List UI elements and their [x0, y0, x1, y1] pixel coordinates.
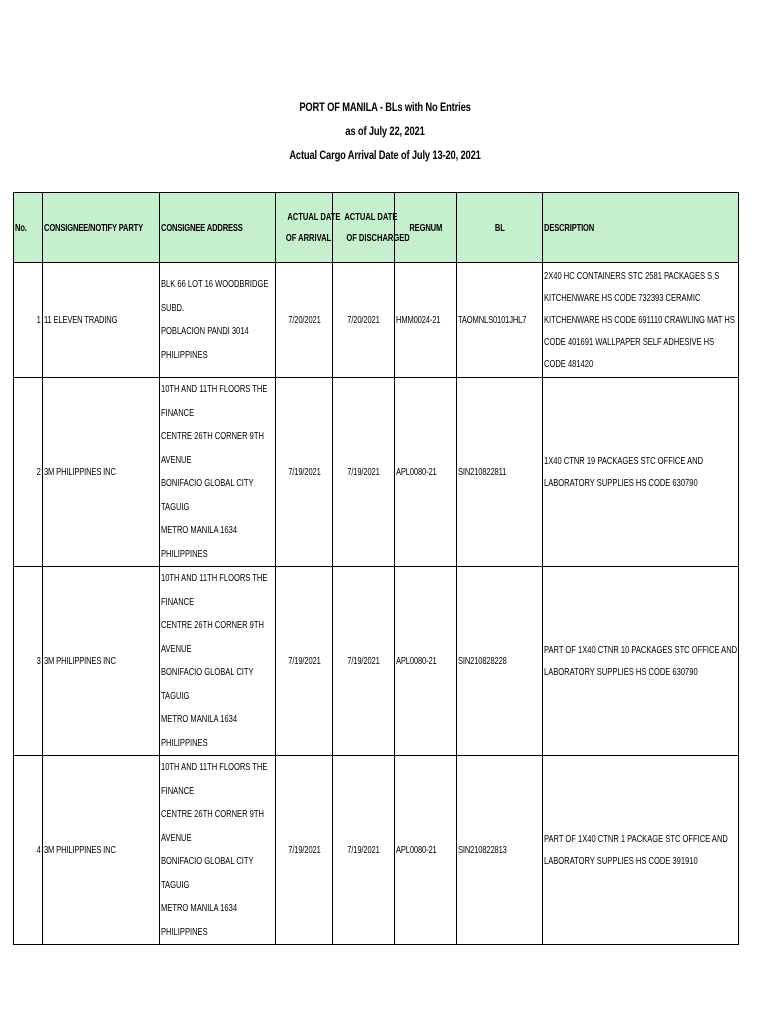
row-bl: SIN210822811	[457, 378, 543, 567]
row-description: PART OF 1X40 CTNR 1 PACKAGE STC OFFICE AND LABORATORY SUPPLIES HS CODE 391910	[543, 756, 739, 945]
row-arrival-date: 7/19/2021	[276, 378, 333, 567]
header-regnum: REGNUM	[395, 193, 457, 263]
row-address: 10TH AND 11TH FLOORS THE FINANCE CENTRE 26TH CORNER 9TH AVENUE BONIFACIO GLOBAL CITY TAGUIG METRO MANILA 1634 PHILIPPINES	[160, 378, 276, 567]
row-discharged-date: 7/19/2021	[333, 567, 395, 756]
header-description: DESCRIPTION	[543, 193, 739, 263]
header-no: No.	[14, 193, 43, 263]
row-consignee: 3M PHILIPPINES INC	[43, 567, 160, 756]
row-arrival-date: 7/19/2021	[276, 756, 333, 945]
row-no: 2	[14, 378, 43, 567]
table-header-row	[14, 193, 739, 263]
row-consignee: 11 ELEVEN TRADING	[43, 263, 160, 378]
header-bl: BL	[457, 193, 543, 263]
row-address: BLK 66 LOT 16 WOODBRIDGE SUBD. POBLACION PANDI 3014 PHILIPPINES	[160, 263, 276, 378]
table-row	[14, 378, 739, 567]
report-title-block	[0, 95, 770, 167]
row-no: 1	[14, 263, 43, 378]
row-discharged-date: 7/20/2021	[333, 263, 395, 378]
row-arrival-date: 7/19/2021	[276, 567, 333, 756]
row-consignee: 3M PHILIPPINES INC	[43, 378, 160, 567]
row-no: 3	[14, 567, 43, 756]
report-title: PORT OF MANILA - BLs with No Entries	[299, 100, 471, 114]
row-address: 10TH AND 11TH FLOORS THE FINANCE CENTRE 26TH CORNER 9TH AVENUE BONIFACIO GLOBAL CITY TAGUIG METRO MANILA 1634 PHILIPPINES	[160, 756, 276, 945]
table-row	[14, 567, 739, 756]
row-address: 10TH AND 11TH FLOORS THE FINANCE CENTRE 26TH CORNER 9TH AVENUE BONIFACIO GLOBAL CITY TAGUIG METRO MANILA 1634 PHILIPPINES	[160, 567, 276, 756]
row-regnum: APL0080-21	[395, 567, 457, 756]
row-description: 1X40 CTNR 19 PACKAGES STC OFFICE AND LABORATORY SUPPLIES HS CODE 630790	[543, 378, 739, 567]
header-discharged: ACTUAL DATE OF DISCHARGED	[333, 193, 395, 263]
row-bl: SIN210822813	[457, 756, 543, 945]
row-consignee: 3M PHILIPPINES INC	[43, 756, 160, 945]
table-row	[14, 756, 739, 945]
row-regnum: APL0080-21	[395, 756, 457, 945]
row-bl: SIN210828228	[457, 567, 543, 756]
header-address: CONSIGNEE ADDRESS	[160, 193, 276, 263]
report-date: as of July 22, 2021	[345, 124, 425, 138]
row-no: 4	[14, 756, 43, 945]
row-regnum: HMM0024-21	[395, 263, 457, 378]
header-arrival: ACTUAL DATE OF ARRIVAL	[276, 193, 333, 263]
row-description: PART OF 1X40 CTNR 10 PACKAGES STC OFFICE AND LABORATORY SUPPLIES HS CODE 630790	[543, 567, 739, 756]
row-regnum: APL0080-21	[395, 378, 457, 567]
row-discharged-date: 7/19/2021	[333, 756, 395, 945]
table-row	[14, 263, 739, 378]
row-bl: TAOMNLS0101JHL7	[457, 263, 543, 378]
row-arrival-date: 7/20/2021	[276, 263, 333, 378]
entries-table	[13, 192, 739, 945]
header-consignee: CONSIGNEE/NOTIFY PARTY	[43, 193, 160, 263]
row-description: 2X40 HC CONTAINERS STC 2581 PACKAGES S S KITCHENWARE HS CODE 732393 CERAMIC KITCHENWARE HS CODE 691110 CRAWLING MAT HS CODE 401691 WALLPAPER SELF ADHESIVE HS CODE 481420	[543, 263, 739, 378]
row-discharged-date: 7/19/2021	[333, 378, 395, 567]
report-arrival-range: Actual Cargo Arrival Date of July 13-20, 2021	[289, 148, 481, 162]
